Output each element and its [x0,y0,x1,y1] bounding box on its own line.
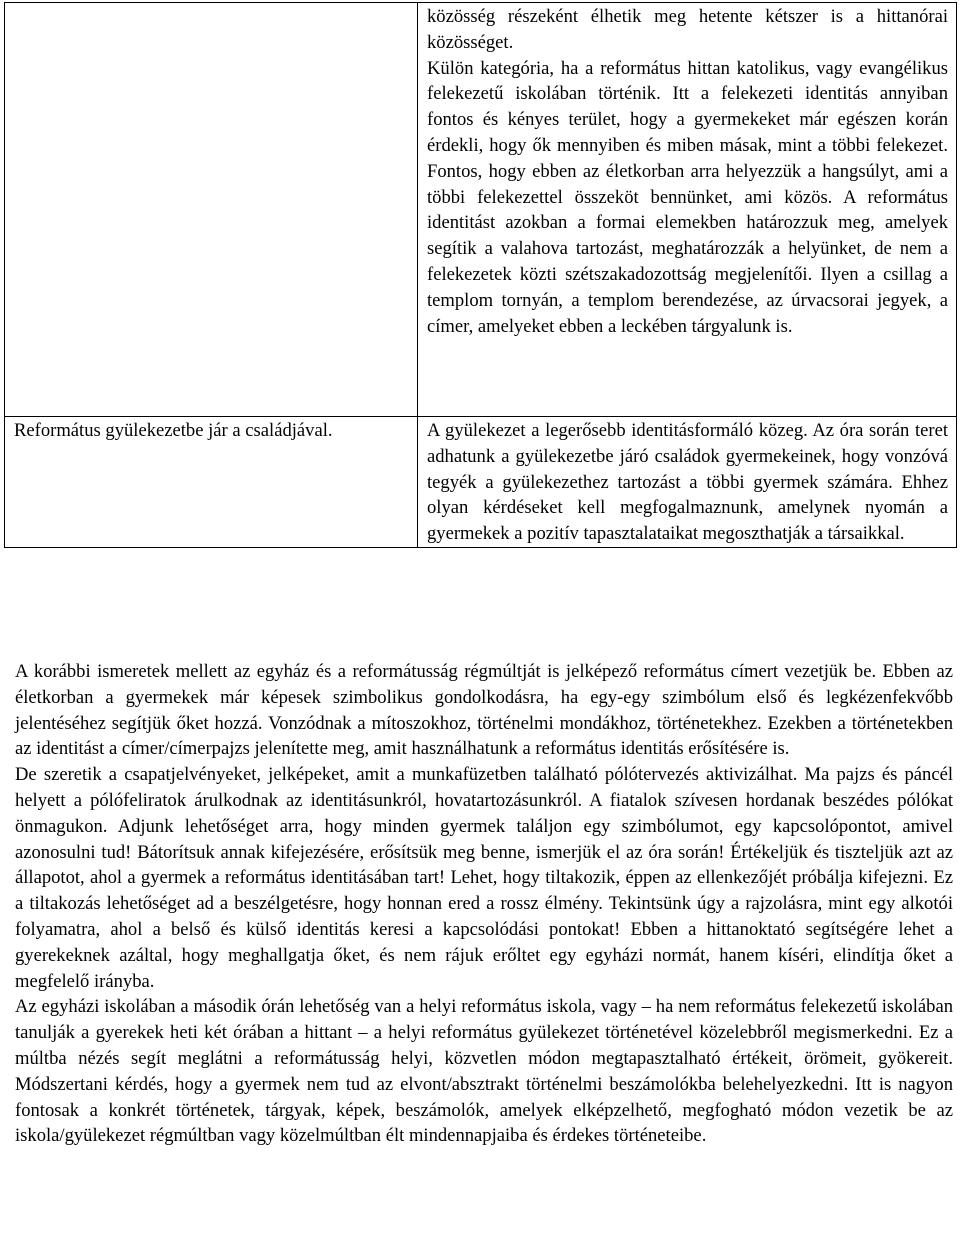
table-cell-situation: Református gyülekezetbe jár a családjával. [5,417,418,548]
body-paragraph: Az egyházi iskolában a második órán lehetőség van a helyi református iskola, vagy – ha nem református felekezetű iskolában tanulják a gyerekek heti két órában a hittant – a helyi református gyülekezet történetével közelebbről megismerkedni. Ez a múltba nézés segít meglátni a reformátusság helyi, közvetlen módon megtapasztalható értékeit, örömeit, gyökereit. Módszertani kérdés, hogy a gyermek nem tud az elvont/absztrakt történelmi beszámolókba belehelyezkedni. Itt is nagyon fontosak a konkrét történetek, tárgyak, képek, beszámolók, amelyek elképzelhető, megfogható módon vezetik be az iskola/gyülekezet régmúltban vagy közelmúltban élt mindennapjaiba és érdekes történeteibe. [15,996,953,1147]
table-row [5,417,957,548]
table-cell-guidance: A gyülekezet a legerősebb identitásformáló közeg. Az óra során teret adhatunk a gyülekezetbe járó családok gyermekeinek, hogy vonzóvá tegyék a gyülekezethez tartozást a többi gyermek számára. Ehhez olyan kérdéseket kell megfogalmaznunk, amelynek nyomán a gyermekek a pozitív tapasztalataikat megoszthatják a társaikkal. [418,417,957,548]
cell-paragraph: közösség részeként élhetik meg hetente kétszer is a hittanórai közösséget. [427,6,948,53]
body-text [15,659,953,1149]
table-cell-situation [5,3,418,417]
cell-paragraph: Külön kategória, ha a református hittan katolikus, vagy evangélikus felekezetű iskolában történik. Itt a felekezeti identitás annyiban fontos és kényes terület, hogy a gyermekeket már egészen korán érdekli, hogy ők mennyiben és miben másak, mint a többi felekezet. Fontos, hogy ebben az életkorban arra helyezzük a hangsúlyt, ami a többi felekezettel összeköt bennünket, ami közös. A református identitást azokban a formai elemekben határozzuk meg, amelyek segítik a valahova tartozást, meghatározzák a helyünket, de nem a felekezetek közti szétszakadozottság megjelenítői. Ilyen a csillag a templom tornyán, a templom berendezése, az úrvacsorai jegyek, a címer, amelyeket ebben a leckében tárgyalunk is. [427,57,948,337]
body-paragraph: A korábbi ismeretek mellett az egyház és a reformátusság régmúltját is jelképező református címert vezetjük be. Ebben az életkorban a gyermekek már képesek szimbolikus gondolkodásra, ha egy-egy szimbólum első és legkézenfekvőbb jelentéséhez segítjük őket hozzá. Vonzódnak a mítoszokhoz, történelmi mondákhoz, történetekhez. Ezekben a történetekben az identitást a címer/címerpajzs jelenítette meg, amit használhatunk a református identitás erősítésére is. [15,661,953,760]
body-paragraph: De szeretik a csapatjelvényeket, jelképeket, amit a munkafüzetben található pólótervezés aktivizálhat. Ma pajzs és páncél helyett a pólófeliratok árulkodnak az identitásunkról, hovatartozásunkról. A fiatalok szívesen hordanak beszédes pólókat önmagukon. Adjunk lehetőséget arra, hogy minden gyermek találjon egy szimbólumot, egy kapcsolópontot, amivel azonosulni tud! Bátorítsuk annak kifejezésére, erősítsük meg benne, ismerjük el az óra során! Értékeljük és tiszteljük azt az állapotot, ahol a gyermek a református identitásában tart! Lehet, hogy tiltakozik, éppen az ellenkezőjét próbálja kifejezni. Ez a tiltakozás lehetőséget ad a beszélgetésre, hogy honnan ered a rossz élmény. Tekintsünk úgy a rajzolásra, mint egy alkotói folyamatra, ahol a belső és külső identitás keresi a kapcsolódási pontokat! Ebben a hittanoktató segítségére lehet a gyerekeknek azáltal, hogy meghallgatja őket, és nem rájuk erőltet egy egyházi normát, hanem kíséri, elindítja őket a megfelelő irányba. [15,764,953,992]
table-row [5,3,957,417]
identity-table [4,2,957,548]
table-cell-guidance [418,3,957,417]
